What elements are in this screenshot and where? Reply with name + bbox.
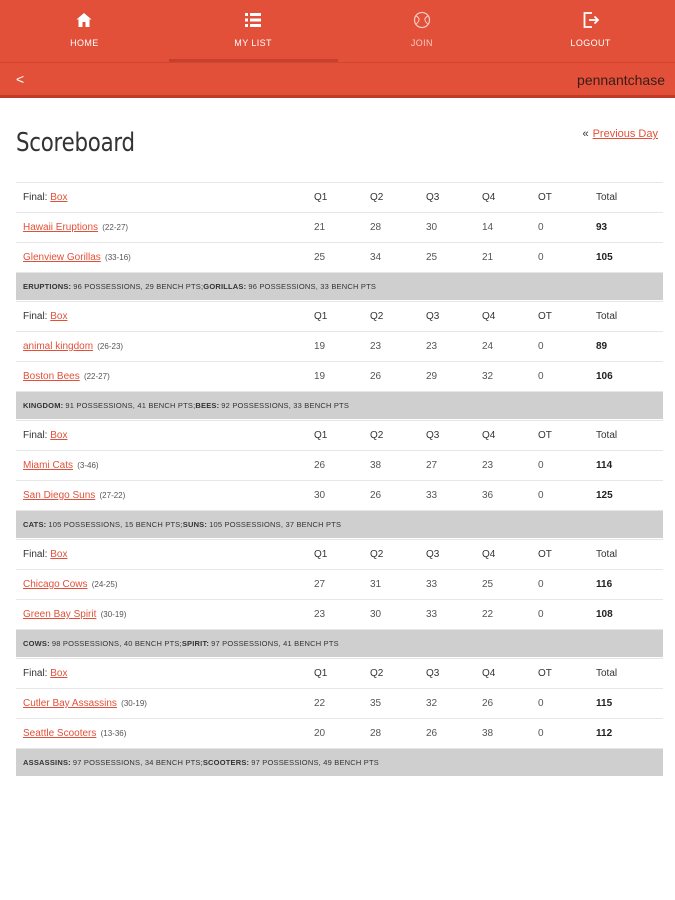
overtime-score: 0 <box>538 579 544 590</box>
column-header-q4: Q4 <box>482 549 496 560</box>
team-link[interactable]: Glenview Gorillas <box>23 252 101 263</box>
team-score-row <box>16 600 663 630</box>
column-header-ot: OT <box>538 549 552 560</box>
summary-stats: 98 POSSESSIONS, 40 BENCH PTS; <box>51 639 182 648</box>
summary-team: CATS: <box>23 520 47 529</box>
summary-team: SCOOTERS: <box>202 758 250 767</box>
quarter-score: 33 <box>426 609 438 620</box>
quarter-score: 26 <box>482 698 494 709</box>
nav-join-label: JOIN <box>410 38 433 48</box>
quarter-score: 23 <box>370 341 382 352</box>
summary-stats: 96 POSSESSIONS, 33 BENCH PTS <box>248 282 377 291</box>
overtime-score: 0 <box>538 698 544 709</box>
quarter-score: 25 <box>314 252 326 263</box>
quarter-score: 19 <box>314 371 326 382</box>
team-link[interactable]: San Diego Suns <box>23 490 96 501</box>
game-summary <box>16 749 663 776</box>
quarter-score: 26 <box>426 728 438 739</box>
nav-home[interactable] <box>0 0 169 62</box>
team-record: (27-22) <box>97 491 126 500</box>
baseball-icon <box>413 11 431 29</box>
team-link[interactable]: Cutler Bay Assassins <box>23 698 117 709</box>
summary-team: ASSASSINS: <box>23 758 71 767</box>
team-record: (22-27) <box>100 223 129 232</box>
team-score-row <box>16 213 663 243</box>
nav-logout-label: LOGOUT <box>570 38 611 48</box>
game-summary <box>16 392 663 419</box>
team-record: (30-19) <box>98 610 127 619</box>
quarter-score: 19 <box>314 341 326 352</box>
game-scoreboard <box>16 539 663 657</box>
quarter-score: 20 <box>314 728 326 739</box>
game-header-row <box>16 302 663 332</box>
overtime-score: 0 <box>538 252 544 263</box>
scoreboard-list <box>16 182 663 777</box>
quarter-score: 33 <box>426 579 438 590</box>
box-score-link[interactable]: Box <box>50 430 68 441</box>
summary-stats: 105 POSSESSIONS, 37 BENCH PTS <box>209 520 342 529</box>
column-header-q3: Q3 <box>426 430 440 441</box>
team-cell <box>16 252 306 263</box>
game-summary <box>16 630 663 657</box>
quarter-score: 22 <box>314 698 326 709</box>
site-name[interactable]: pennantchase <box>577 72 665 88</box>
final-label: Final: <box>23 668 51 679</box>
nav-my-list-label: MY LIST <box>234 38 272 48</box>
total-score: 106 <box>596 371 613 382</box>
nav-my-list[interactable] <box>169 0 338 62</box>
quarter-score: 38 <box>370 460 382 471</box>
quarter-score: 21 <box>482 252 494 263</box>
game-summary <box>16 511 663 538</box>
team-score-row <box>16 719 663 749</box>
team-record: (13-36) <box>98 729 127 738</box>
column-header-q4: Q4 <box>482 430 496 441</box>
overtime-score: 0 <box>538 371 544 382</box>
total-score: 115 <box>596 698 613 709</box>
team-score-row <box>16 332 663 362</box>
quarter-score: 27 <box>426 460 438 471</box>
column-header-ot: OT <box>538 668 552 679</box>
team-record: (22-27) <box>81 372 110 381</box>
column-header-q1: Q1 <box>314 549 328 560</box>
column-header-q4: Q4 <box>482 192 496 203</box>
quarter-score: 21 <box>314 222 326 233</box>
overtime-score: 0 <box>538 460 544 471</box>
final-label: Final: <box>23 430 51 441</box>
quarter-score: 23 <box>314 609 326 620</box>
nav-home-label: HOME <box>70 38 99 48</box>
final-label-cell <box>16 311 306 322</box>
team-score-row <box>16 570 663 600</box>
quarter-score: 31 <box>370 579 382 590</box>
team-cell <box>16 341 306 352</box>
quarter-score: 35 <box>370 698 382 709</box>
team-cell <box>16 728 306 739</box>
column-header-q1: Q1 <box>314 430 328 441</box>
team-cell <box>16 698 306 709</box>
final-label: Final: <box>23 311 51 322</box>
game-header-row <box>16 183 663 213</box>
summary-team: GORILLAS: <box>203 282 247 291</box>
column-header-q3: Q3 <box>426 668 440 679</box>
column-header-total: Total <box>596 549 618 560</box>
summary-stats: 97 POSSESSIONS, 34 BENCH PTS; <box>72 758 203 767</box>
final-label: Final: <box>23 192 51 203</box>
column-header-ot: OT <box>538 311 552 322</box>
summary-stats: 96 POSSESSIONS, 29 BENCH PTS; <box>73 282 204 291</box>
quarter-score: 28 <box>370 728 382 739</box>
team-cell <box>16 460 306 471</box>
total-score: 112 <box>596 728 613 739</box>
summary-team: SUNS: <box>182 520 208 529</box>
list-icon <box>244 11 262 29</box>
overtime-score: 0 <box>538 609 544 620</box>
summary-stats: 91 POSSESSIONS, 41 BENCH PTS; <box>65 401 196 410</box>
column-header-total: Total <box>596 192 618 203</box>
quarter-score: 30 <box>314 490 326 501</box>
total-score: 114 <box>596 460 613 471</box>
column-header-q3: Q3 <box>426 311 440 322</box>
team-cell <box>16 222 306 233</box>
team-record: (3-46) <box>75 461 99 470</box>
game-header-row <box>16 540 663 570</box>
team-record: (30-19) <box>118 699 147 708</box>
overtime-score: 0 <box>538 222 544 233</box>
column-header-q1: Q1 <box>314 192 328 203</box>
summary-team: COWS: <box>23 639 50 648</box>
quarter-score: 32 <box>426 698 438 709</box>
team-record: (26-23) <box>95 342 124 351</box>
column-header-q3: Q3 <box>426 192 440 203</box>
quarter-score: 29 <box>426 371 438 382</box>
total-score: 116 <box>596 579 613 590</box>
back-button[interactable]: < <box>16 71 25 87</box>
quarter-score: 22 <box>482 609 494 620</box>
quarter-score: 38 <box>482 728 494 739</box>
summary-team: SPIRIT: <box>181 639 210 648</box>
column-header-q1: Q1 <box>314 311 328 322</box>
nav-logout[interactable] <box>506 0 675 62</box>
quarter-score: 27 <box>314 579 326 590</box>
previous-day-nav <box>582 128 658 140</box>
column-header-q2: Q2 <box>370 549 384 560</box>
summary-stats: 92 POSSESSIONS, 33 BENCH PTS <box>221 401 350 410</box>
home-icon <box>75 11 93 29</box>
quarter-score: 25 <box>426 252 438 263</box>
team-link[interactable]: Green Bay Spirit <box>23 609 97 620</box>
quarter-score: 36 <box>482 490 494 501</box>
column-header-q1: Q1 <box>314 668 328 679</box>
team-link[interactable]: Hawaii Eruptions <box>23 222 99 233</box>
previous-day-link[interactable]: Previous Day <box>592 128 658 140</box>
summary-stats: 105 POSSESSIONS, 15 BENCH PTS; <box>48 520 183 529</box>
quarter-score: 25 <box>482 579 494 590</box>
quarter-score: 26 <box>314 460 326 471</box>
total-score: 125 <box>596 490 613 501</box>
quarter-score: 23 <box>482 460 494 471</box>
summary-stats: 97 POSSESSIONS, 49 BENCH PTS <box>251 758 379 767</box>
quarter-score: 30 <box>370 609 382 620</box>
column-header-q2: Q2 <box>370 311 384 322</box>
box-score-link[interactable]: Box <box>50 311 68 322</box>
column-header-total: Total <box>596 311 618 322</box>
total-score: 108 <box>596 609 613 620</box>
logout-icon <box>582 11 600 29</box>
double-chevron-left-icon: « <box>582 128 589 140</box>
team-link[interactable]: Chicago Cows <box>23 579 88 590</box>
final-label-cell <box>16 549 306 560</box>
quarter-score: 33 <box>426 490 438 501</box>
column-header-ot: OT <box>538 192 552 203</box>
overtime-score: 0 <box>538 341 544 352</box>
column-header-q4: Q4 <box>482 668 496 679</box>
total-score: 105 <box>596 252 613 263</box>
summary-team: ERUPTIONS: <box>23 282 72 291</box>
box-score-link[interactable]: Box <box>50 549 68 560</box>
page-title: Scoreboard <box>16 128 135 158</box>
total-score: 93 <box>596 222 608 233</box>
final-label: Final: <box>23 549 51 560</box>
game-scoreboard <box>16 420 663 538</box>
quarter-score: 23 <box>426 341 438 352</box>
summary-team: KINGDOM: <box>23 401 64 410</box>
game-header-row <box>16 421 663 451</box>
total-score: 89 <box>596 341 608 352</box>
column-header-total: Total <box>596 668 618 679</box>
final-label-cell <box>16 668 306 679</box>
game-scoreboard <box>16 182 663 300</box>
quarter-score: 14 <box>482 222 494 233</box>
quarter-score: 32 <box>482 371 494 382</box>
quarter-score: 34 <box>370 252 382 263</box>
summary-team: BEES: <box>195 401 220 410</box>
team-cell <box>16 490 306 501</box>
quarter-score: 28 <box>370 222 382 233</box>
team-score-row <box>16 451 663 481</box>
team-link[interactable]: Seattle Scooters <box>23 728 97 739</box>
team-link[interactable]: animal kingdom <box>23 341 94 352</box>
column-header-q3: Q3 <box>426 549 440 560</box>
game-scoreboard <box>16 301 663 419</box>
summary-stats: 97 POSSESSIONS, 41 BENCH PTS <box>211 639 339 648</box>
final-label-cell <box>16 430 306 441</box>
quarter-score: 26 <box>370 371 382 382</box>
quarter-score: 30 <box>426 222 438 233</box>
team-cell <box>16 609 306 620</box>
game-summary <box>16 273 663 300</box>
team-record: (33-16) <box>102 253 131 262</box>
team-link[interactable]: Miami Cats <box>23 460 74 471</box>
nav-join[interactable] <box>338 0 507 62</box>
column-header-q4: Q4 <box>482 311 496 322</box>
top-nav <box>0 0 675 62</box>
team-cell <box>16 371 306 382</box>
team-score-row <box>16 362 663 392</box>
game-header-row <box>16 659 663 689</box>
column-header-q2: Q2 <box>370 668 384 679</box>
team-record: (24-25) <box>89 580 118 589</box>
quarter-score: 24 <box>482 341 494 352</box>
column-header-total: Total <box>596 430 618 441</box>
team-cell <box>16 579 306 590</box>
final-label-cell <box>16 192 306 203</box>
team-score-row <box>16 243 663 273</box>
column-header-q2: Q2 <box>370 192 384 203</box>
team-link[interactable]: Boston Bees <box>23 371 80 382</box>
column-header-q2: Q2 <box>370 430 384 441</box>
overtime-score: 0 <box>538 728 544 739</box>
team-score-row <box>16 481 663 511</box>
column-header-ot: OT <box>538 430 552 441</box>
overtime-score: 0 <box>538 490 544 501</box>
sub-header <box>0 62 675 98</box>
box-score-link[interactable]: Box <box>50 192 68 203</box>
quarter-score: 26 <box>370 490 382 501</box>
box-score-link[interactable]: Box <box>50 668 68 679</box>
team-score-row <box>16 689 663 719</box>
game-scoreboard <box>16 658 663 776</box>
